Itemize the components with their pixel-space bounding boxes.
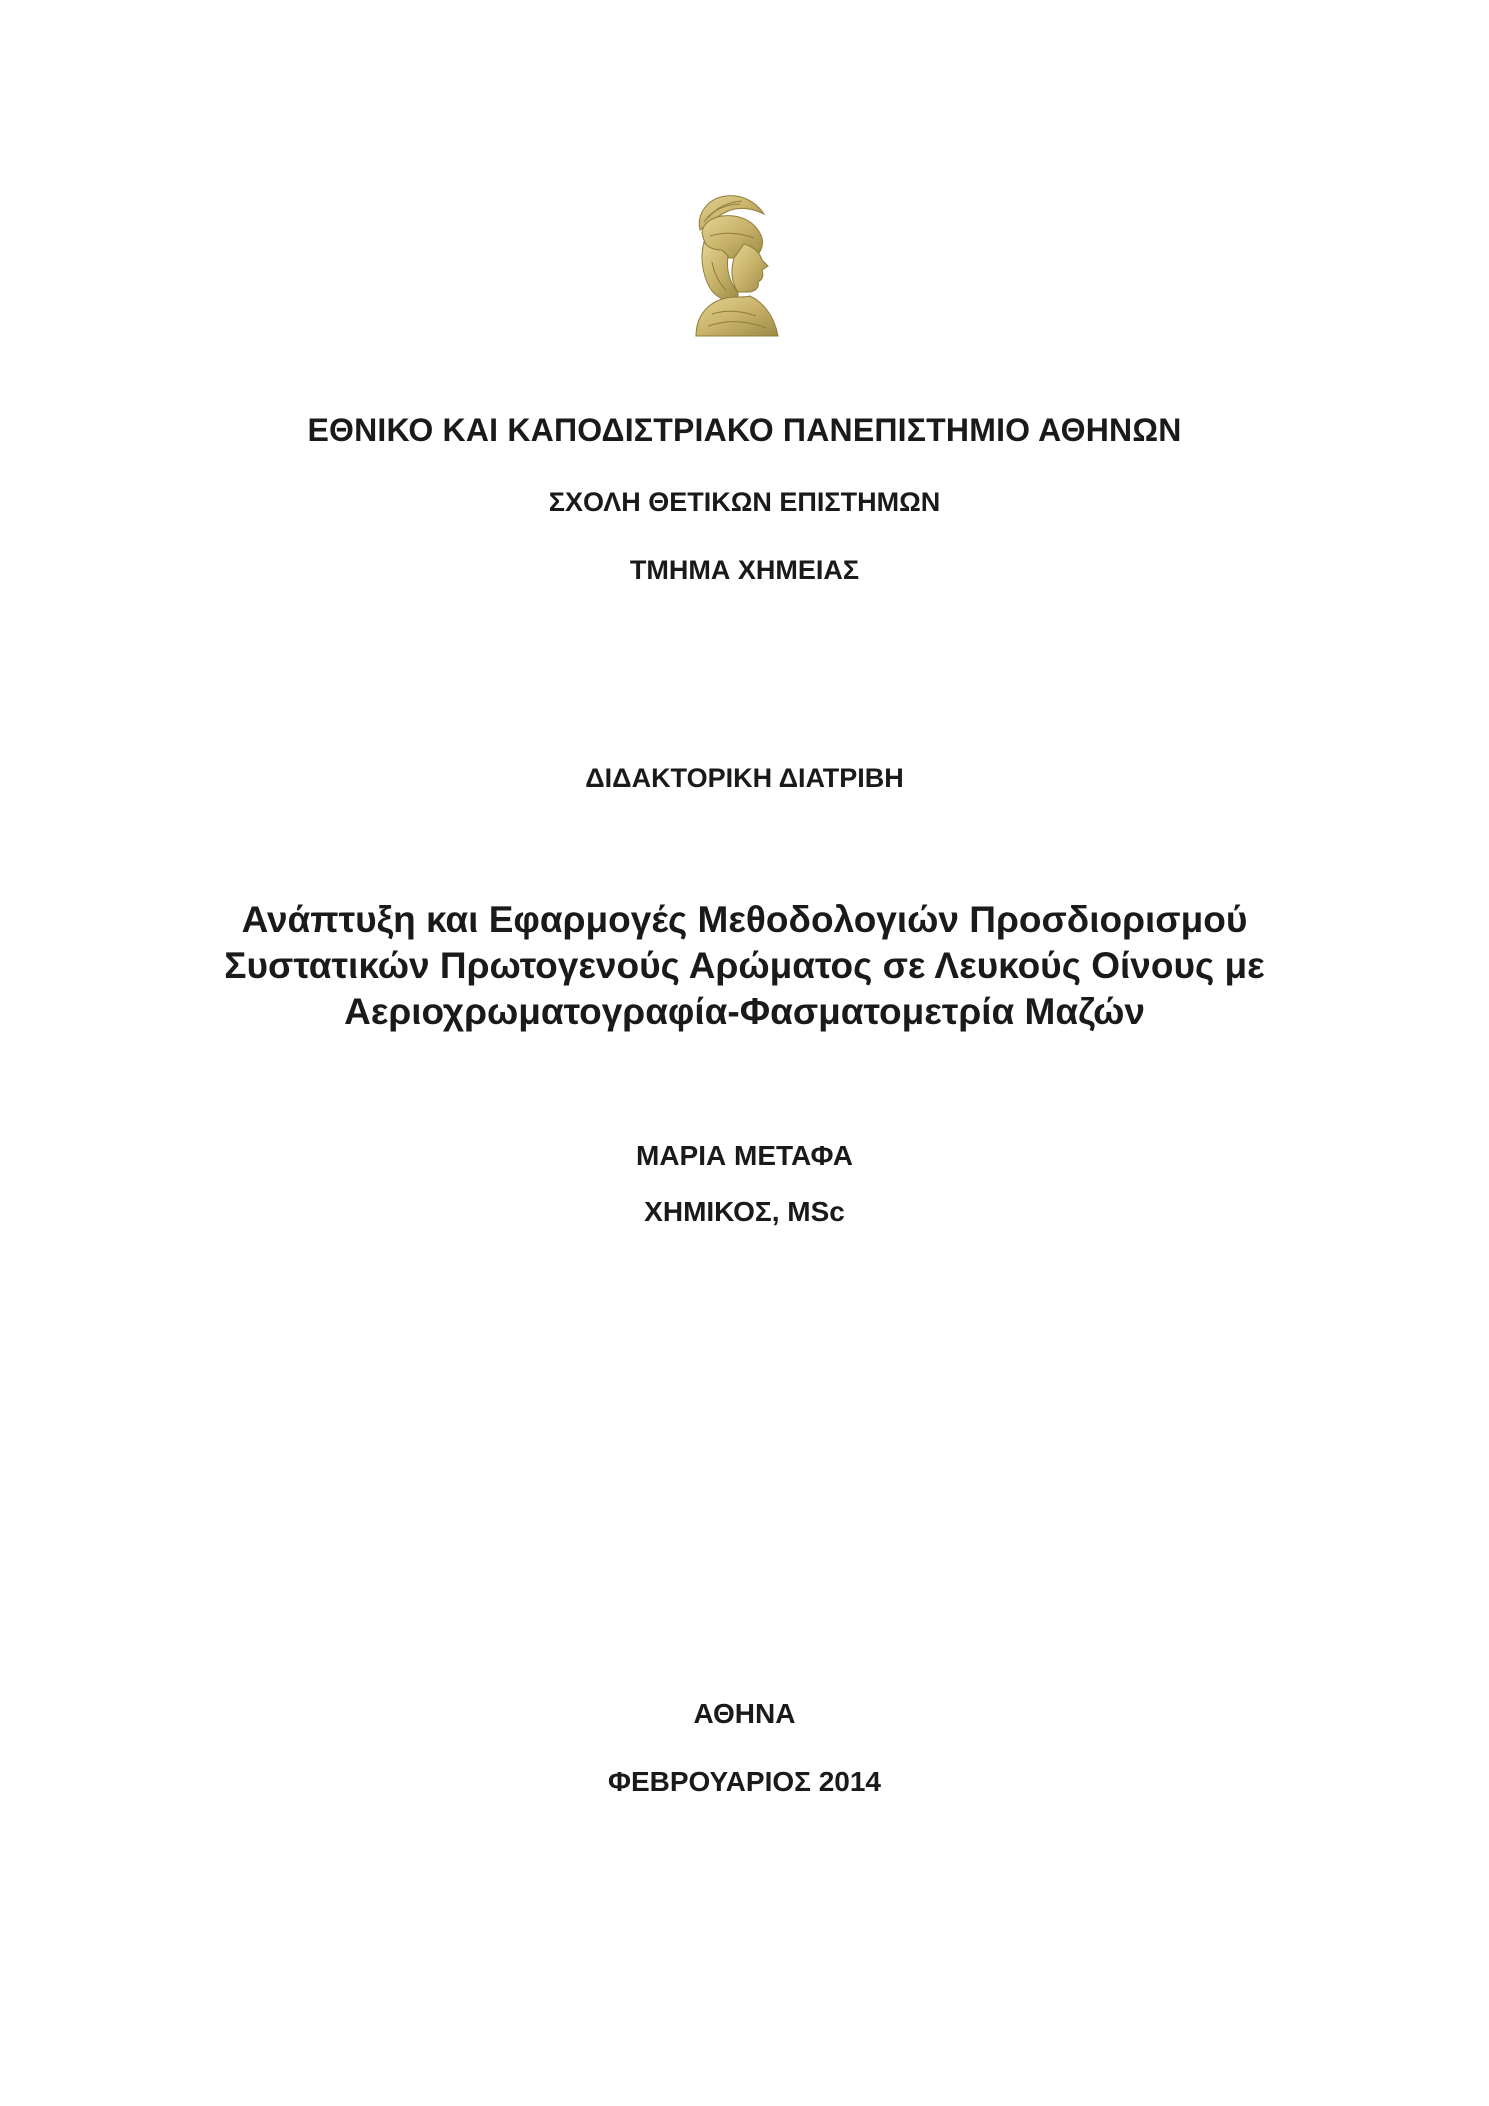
university-name: ΕΘΝΙΚΟ ΚΑΙ ΚΑΠΟΔΙΣΤΡΙΑΚΟ ΠΑΝΕΠΙΣΤΗΜΙΟ ΑΘΗΝΩΝ	[307, 412, 1182, 448]
author-name: ΜΑΡΙΑ ΜΕΤΑΦΑ	[636, 1140, 853, 1171]
city: ΑΘΗΝΑ	[693, 1698, 796, 1729]
thesis-title-line: Αεριοχρωματογραφία-Φασματομετρία Μαζών	[344, 991, 1145, 1032]
athena-helmet-emblem	[682, 192, 792, 337]
department-name: ΤΜΗΜΑ ΧΗΜΕΙΑΣ	[629, 555, 860, 585]
author-credentials: ΧΗΜΙΚΟΣ, MSc	[644, 1196, 845, 1227]
school-name: ΣΧΟΛΗ ΘΕΤΙΚΩΝ ΕΠΙΣΤΗΜΩΝ	[548, 487, 941, 517]
document-type: ΔΙΔΑΚΤΟΡΙΚΗ ΔΙΑΤΡΙΒΗ	[585, 763, 904, 793]
publication-date: ΦΕΒΡΟΥΑΡΙΟΣ 2014	[607, 1766, 881, 1797]
thesis-title-line: Ανάπτυξη και Εφαρμογές Μεθοδολογιών Προσδιορισμού	[241, 899, 1248, 940]
thesis-title-line: Συστατικών Πρωτογενούς Αρώματος σε Λευκούς Οίνους με	[224, 945, 1265, 986]
thesis-title	[0, 897, 1489, 1035]
